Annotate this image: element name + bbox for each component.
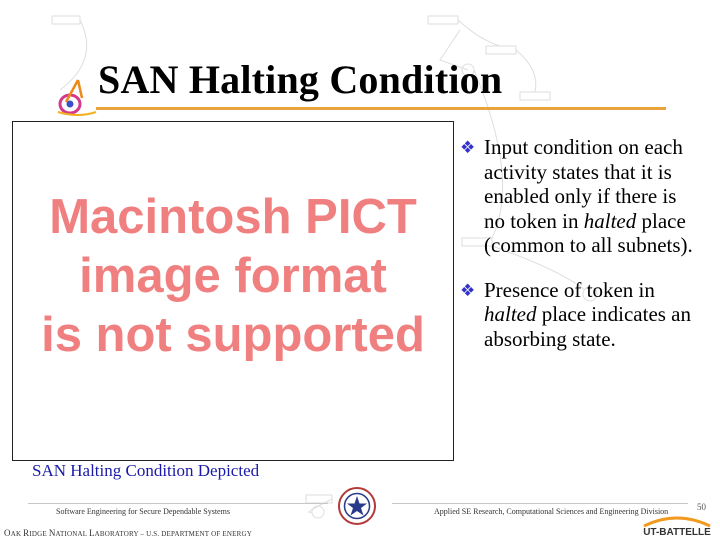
bullet-item-2: [458, 278, 698, 352]
bullet-2-emphasis: halted: [484, 302, 537, 326]
unsupported-image-line-3: is not supported: [41, 307, 425, 362]
ut-battelle-logo-text: UT-BATTELLE: [643, 527, 711, 538]
sertc-logo-icon: [56, 76, 100, 120]
lab-name-part: ABORATORY – U.S. DEPARTMENT OF ENERGY: [94, 530, 252, 538]
lab-name-part: N: [48, 528, 56, 538]
diamond-bullet-icon: ❖: [460, 138, 476, 157]
figure-caption: SAN Halting Condition Depicted: [32, 461, 260, 480]
slide-title: SAN Halting Condition: [98, 57, 503, 102]
bullet-1-text-b: place (common to all subnets).: [484, 208, 693, 257]
bullet-2-text-a: Presence of token in: [484, 277, 655, 302]
lab-name-part: O: [4, 528, 11, 538]
doe-seal-icon: [337, 486, 377, 526]
lab-name-part: L: [88, 528, 95, 538]
bullet-1-emphasis: halted: [583, 208, 637, 233]
unsupported-image-message: [13, 188, 453, 364]
unsupported-image-line-1: Macintosh PICT: [49, 190, 417, 244]
bullet-2-text-b: place indicates an absorbing state.: [484, 302, 692, 351]
bullet-list: [458, 135, 698, 371]
title-divider: [96, 107, 666, 110]
diamond-bullet-icon: ❖: [460, 280, 476, 300]
ut-battelle-logo-icon: [638, 512, 716, 538]
lab-name-part: ATIONAL: [55, 530, 89, 538]
lab-name-part: R: [23, 528, 30, 538]
bullet-item-1: [458, 135, 698, 258]
unsupported-image-placeholder: [12, 121, 454, 461]
bullet-1-text-a: Input condition on each activity states that it is enabled only if there is no token in: [484, 135, 683, 233]
lab-name-part: AK: [10, 530, 24, 538]
footer-division: Applied SE Research, Computational Sciences and Engineering Division: [434, 507, 669, 516]
footer-course-title: Software Engineering for Secure Dependable Systems: [56, 507, 230, 516]
page-number: 50: [697, 502, 706, 512]
lab-name-part: IDGE: [29, 530, 49, 538]
lab-name-footer: [4, 528, 252, 538]
unsupported-image-line-2: image format: [79, 248, 387, 303]
footer-divider-left: [28, 503, 328, 504]
footer-divider-right: [392, 503, 688, 504]
